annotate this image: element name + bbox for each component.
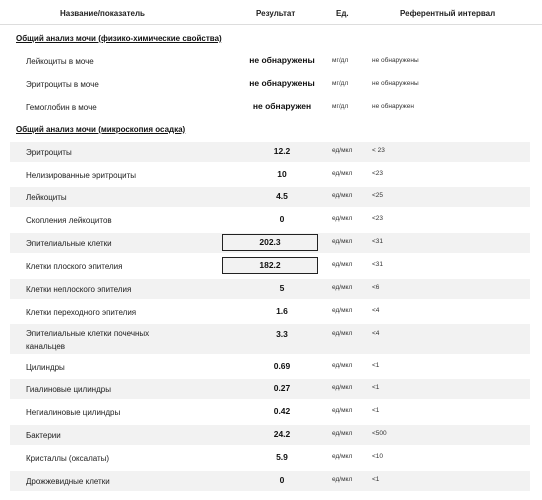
- row-reference: <1: [372, 476, 380, 483]
- row-unit: ед/мкл: [332, 330, 353, 337]
- row-reference: <4: [372, 307, 380, 314]
- row-result: 0.69: [273, 361, 291, 371]
- table-row: [10, 425, 530, 445]
- table-row: [10, 142, 530, 162]
- row-result-flagged: 182.2: [222, 257, 318, 274]
- table-row: [10, 379, 530, 399]
- row-name: Кристаллы (оксалаты): [26, 454, 110, 463]
- row-reference: <1: [372, 407, 380, 414]
- row-name: Клетки переходного эпителия: [26, 308, 137, 317]
- table-row: [10, 279, 530, 299]
- table-row: [10, 187, 530, 207]
- row-result-flagged: 202.3: [222, 234, 318, 251]
- row-reference: <23: [372, 170, 384, 177]
- row-unit: ед/мкл: [332, 192, 353, 199]
- row-reference: <31: [372, 238, 384, 245]
- row-result: не обнаружены: [249, 78, 315, 88]
- table-row: [10, 302, 530, 322]
- section-title-microscopy: Общий анализ мочи (микроскопия осадка): [16, 125, 186, 134]
- table-row: [10, 52, 530, 70]
- row-unit: мг/дл: [332, 80, 349, 87]
- header-name: Название/показатель: [60, 9, 145, 18]
- row-reference: <6: [372, 284, 380, 291]
- row-reference: не обнаружены: [372, 57, 419, 64]
- table-row: [10, 210, 530, 230]
- row-reference: <31: [372, 261, 384, 268]
- row-name: Лейкоциты: [26, 193, 67, 202]
- row-reference: <1: [372, 384, 380, 391]
- row-unit: ед/мкл: [332, 407, 353, 414]
- row-result: 24.2: [273, 429, 291, 439]
- row-reference: <1: [372, 362, 380, 369]
- row-unit: ед/мкл: [332, 261, 353, 268]
- row-unit: ед/мкл: [332, 147, 353, 154]
- row-name: Эпителиальные клетки почечных канальцев: [26, 329, 150, 351]
- row-unit: ед/мкл: [332, 284, 353, 291]
- table-header: [0, 0, 542, 26]
- row-unit: ед/мкл: [332, 238, 353, 245]
- row-reference: <10: [372, 453, 384, 460]
- row-unit: ед/мкл: [332, 453, 353, 460]
- table-row: [10, 402, 530, 422]
- row-name: Эритроциты в моче: [26, 80, 99, 89]
- row-name: Гемоглобин в моче: [26, 103, 97, 112]
- row-name: Клетки плоского эпителия: [26, 262, 123, 271]
- row-reference: <500: [372, 430, 387, 437]
- header-divider: [0, 24, 542, 25]
- row-reference: <4: [372, 330, 380, 337]
- row-name: Эпителиальные клетки: [26, 239, 112, 248]
- row-name: Нелизированные эритроциты: [26, 171, 137, 180]
- section-title-physchem: Общий анализ мочи (физико-химические свойства): [16, 34, 222, 43]
- header-unit: Ед.: [336, 9, 349, 18]
- row-reference: не обнаружены: [372, 80, 419, 87]
- header-result: Результат: [256, 9, 296, 18]
- row-unit: ед/мкл: [332, 362, 353, 369]
- table-row: [10, 324, 530, 354]
- row-name: Дрожжевидные клетки: [26, 477, 110, 486]
- table-row: [10, 75, 530, 93]
- table-row: [10, 98, 530, 116]
- row-name: Лейкоциты в моче: [26, 57, 94, 66]
- row-result: 0: [279, 214, 285, 224]
- row-name: Негиалиновые цилиндры: [26, 408, 121, 417]
- table-row: [10, 357, 530, 377]
- table-row: [10, 165, 530, 185]
- row-unit: ед/мкл: [332, 215, 353, 222]
- row-name: Клетки неплоского эпителия: [26, 285, 132, 294]
- row-unit: ед/мкл: [332, 384, 353, 391]
- row-unit: мг/дл: [332, 57, 349, 64]
- table-row: [10, 471, 530, 491]
- row-name: Гиалиновые цилиндры: [26, 385, 111, 394]
- row-result: 10: [277, 169, 287, 179]
- row-name: Эритроциты: [26, 148, 72, 157]
- row-result: 5.9: [276, 452, 288, 462]
- row-result: 0.27: [273, 383, 291, 393]
- table-row: [10, 233, 530, 253]
- row-result: 5: [279, 283, 285, 293]
- row-unit: ед/мкл: [332, 430, 353, 437]
- row-name: Скопления лейкоцитов: [26, 216, 112, 225]
- row-name: Цилиндры: [26, 363, 65, 372]
- row-reference: не обнаружен: [372, 103, 414, 110]
- row-result: 3.3: [276, 329, 288, 339]
- row-reference: <23: [372, 215, 384, 222]
- row-unit: мг/дл: [332, 103, 349, 110]
- row-result: 0.42: [273, 406, 291, 416]
- row-unit: ед/мкл: [332, 476, 353, 483]
- row-result: 0: [279, 475, 285, 485]
- row-reference: <25: [372, 192, 384, 199]
- table-row: [10, 256, 530, 276]
- row-unit: ед/мкл: [332, 170, 353, 177]
- row-result: 1.6: [276, 306, 288, 316]
- row-unit: ед/мкл: [332, 307, 353, 314]
- row-name: Бактерии: [26, 431, 61, 440]
- table-row: [10, 448, 530, 468]
- row-result: не обнаружены: [249, 55, 315, 65]
- row-result: 4.5: [276, 191, 288, 201]
- header-reference: Референтный интервал: [400, 9, 496, 18]
- row-result: не обнаружен: [252, 101, 312, 111]
- row-reference: < 23: [372, 147, 385, 154]
- row-result: 12.2: [273, 146, 291, 156]
